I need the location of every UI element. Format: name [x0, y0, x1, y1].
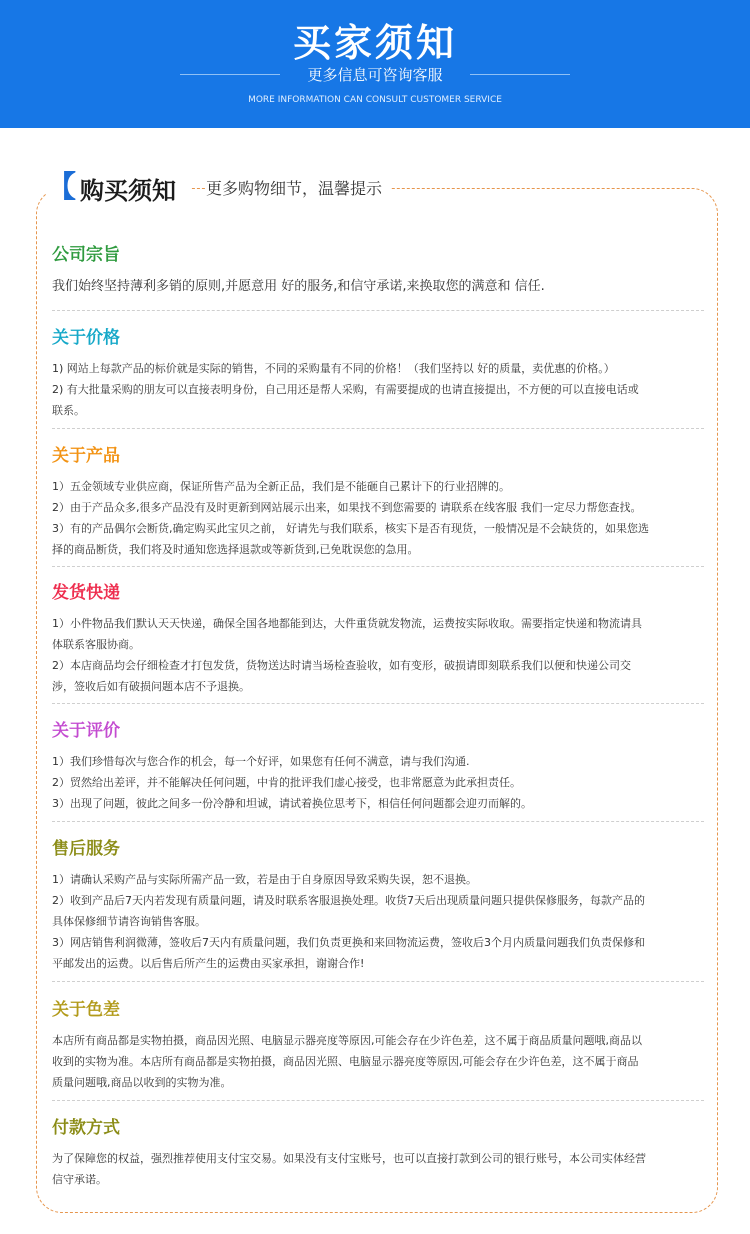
section-title: 付款方式 [52, 1118, 120, 1138]
banner-subtitle: 更多信息可咨询客服 [307, 66, 443, 84]
heading-subtitle: 更多购物细节，温馨提示 [206, 176, 390, 199]
heading-title: 购买须知 [80, 175, 176, 205]
section-line: 为了保障您的权益，强烈推荐使用支付宝交易。如果没有支付宝账号，也可以直接打款到公司的银行账号，本公司实体经营 [52, 1152, 646, 1165]
section-divider [52, 566, 704, 567]
section-line: 1) 网站上每款产品的标价就是实际的销售，不同的采购量有不同的价格！（我们坚持以 好的质量，卖优惠的价格。） [52, 362, 615, 375]
section-divider [52, 1100, 704, 1101]
section-title: 发货快递 [52, 583, 120, 603]
section-line: 质量问题哦,商品以收到的实物为准。 [52, 1076, 232, 1089]
section-reviews [52, 716, 707, 814]
section-title: 公司宗旨 [52, 245, 120, 265]
section-title: 关于价格 [52, 328, 120, 348]
section-line: 收到的实物为准。本店所有商品都是实物拍摄，商品因光照、电脑显示器亮度等原因,可能会存在少许色差，这不属于商品 [52, 1055, 639, 1068]
section-price [52, 323, 707, 421]
section-line: 3）网店销售利润微薄，签收后7天内有质量问题，我们负责更换和来回物流运费，签收后3个月内质量问题我们负责保修和 [52, 936, 645, 949]
section-line: 涉，签收后如有破损问题本店不予退换。 [52, 680, 250, 693]
section-color-difference [52, 995, 707, 1093]
panel-heading [46, 168, 190, 208]
banner-english-subtitle: MORE INFORMATION CAN CONSULT CUSTOMER SERVICE [248, 95, 502, 105]
section-line: 联系。 [52, 404, 85, 417]
section-divider [52, 981, 704, 982]
section-divider [52, 703, 704, 704]
section-company-purpose [52, 240, 707, 299]
heading-bracket: 【 [46, 170, 76, 205]
section-divider [52, 428, 704, 429]
section-title: 关于评价 [52, 721, 120, 741]
section-line: 2）贸然给出差评，并不能解决任何问题，中肯的批评我们虚心接受，也非常愿意为此承担责任。 [52, 776, 521, 789]
section-line: 2) 有大批量采购的朋友可以直接表明身份，自己用还是帮人采购，有需要提成的也请直接提出，不方便的可以直接电话或 [52, 383, 639, 396]
section-line: 2）本店商品均会仔细检查才打包发货，货物送达时请当场检查验收，如有变形，破损请即刻联系我们以便和快递公司交 [52, 659, 631, 672]
section-line: 1）小件物品我们默认天天快递，确保全国各地都能到达，大件重货就发物流，运费按实际收取。需要指定快递和物流请具 [52, 617, 642, 630]
section-line: 2）收到产品后7天内若发现有质量问题，请及时联系客服退换处理。收货7天后出现质量问题只提供保修服务，每款产品的 [52, 894, 645, 907]
top-banner [0, 0, 750, 128]
section-line: 本店所有商品都是实物拍摄，商品因光照、电脑显示器亮度等原因,可能会存在少许色差，这不属于商品质量问题哦,商品以 [52, 1034, 642, 1047]
section-line: 3）出现了问题，彼此之间多一份冷静和坦诚，请试着换位思考下，相信任何问题都会迎刃而解的。 [52, 797, 532, 810]
section-title: 关于产品 [52, 446, 120, 466]
section-shipping [52, 578, 707, 697]
section-line: 3）有的产品偶尔会断货,确定购买此宝贝之前， 好请先与我们联系，核实下是否有现货，一般情况是不会缺货的，如果您选 [52, 522, 649, 535]
section-title: 售后服务 [52, 839, 120, 859]
section-line: 我们始终坚持薄利多销的原则,并愿意用 好的服务,和信守承诺,来换取您的满意和 信任. [52, 279, 545, 294]
section-products [52, 441, 707, 560]
section-line: 1）请确认采购产品与实际所需产品一致，若是由于自身原因导致采购失误，恕不退换。 [52, 873, 477, 886]
section-title: 关于色差 [52, 1000, 120, 1020]
section-after-sales [52, 834, 707, 974]
section-line: 1）五金领域专业供应商，保证所售产品为全新正品，我们是不能砸自己累计下的行业招牌的。 [52, 480, 510, 493]
section-line: 平邮发出的运费。以后售后所产生的运费由买家承担，谢谢合作! [52, 957, 365, 970]
section-payment [52, 1113, 707, 1190]
section-line: 2）由于产品众多,很多产品没有及时更新到网站展示出来，如果找不到您需要的 请联系在线客服 我们一定尽力帮您查找。 [52, 501, 642, 514]
section-divider [52, 310, 704, 311]
section-line: 具体保修细节请咨询销售客服。 [52, 915, 206, 928]
section-line: 信守承诺。 [52, 1173, 107, 1186]
section-line: 体联系客服协商。 [52, 638, 140, 651]
banner-divider-right [470, 74, 570, 75]
section-line: 择的商品断货，我们将及时通知您选择退款或等新货到,已免耽误您的急用。 [52, 543, 419, 556]
section-line: 1）我们珍惜每次与您合作的机会，每一个好评，如果您有任何不满意，请与我们沟通. [52, 755, 470, 768]
section-divider [52, 821, 704, 822]
banner-title: 买家须知 [292, 21, 457, 65]
